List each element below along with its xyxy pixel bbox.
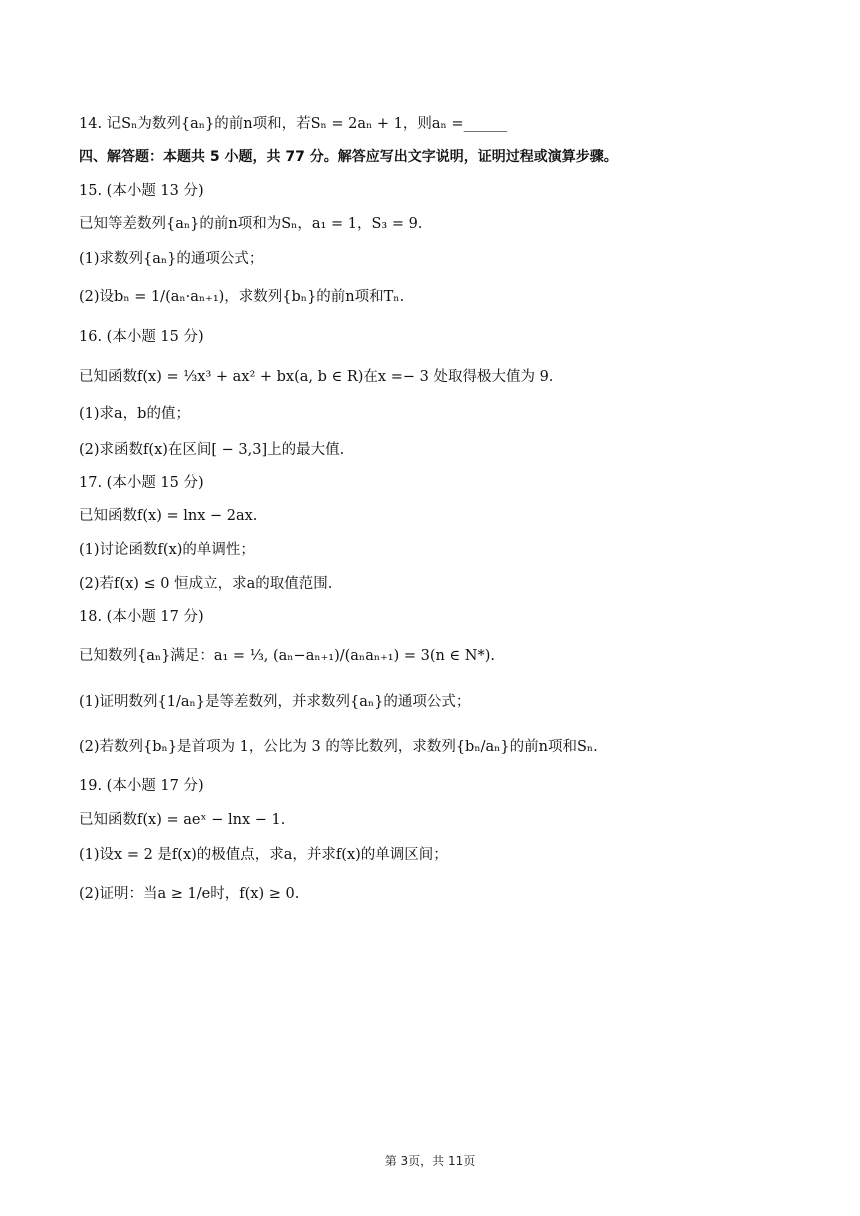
page-footer: 第 3页，共 11页 — [384, 1154, 476, 1168]
question-14: 14. 记Sₙ为数列{aₙ}的前n项和，若Sₙ = 2aₙ + 1，则aₙ =______ — [79, 116, 508, 132]
q16-part2: (2)求函数f(x)在区间[ − 3,3]上的最大值. — [79, 442, 345, 458]
section-4-heading: 四、解答题：本题共 5 小题，共 77 分。解答应写出文字说明，证明过程或演算步骤。 — [79, 149, 618, 165]
q15-header: 15. (本小题 13 分) — [79, 183, 204, 199]
q15-part1: (1)求数列{aₙ}的通项公式； — [79, 251, 264, 267]
q19-part1: (1)设x = 2 是f(x)的极值点，求a，并求f(x)的单调区间； — [79, 847, 448, 863]
q19-part2: (2)证明：当a ≥ 1/e时，f(x) ≥ 0. — [79, 886, 300, 902]
q17-stem: 已知函数f(x) = lnx − 2ax. — [79, 508, 258, 524]
q17-part2: (2)若f(x) ≤ 0 恒成立，求a的取值范围. — [79, 576, 333, 592]
q17-part1: (1)讨论函数f(x)的单调性； — [79, 542, 255, 558]
q18-part1: (1)证明数列{1/aₙ}是等差数列，并求数列{aₙ}的通项公式； — [79, 694, 471, 710]
q18-header: 18. (本小题 17 分) — [79, 609, 204, 625]
q18-part2: (2)若数列{bₙ}是首项为 1，公比为 3 的等比数列，求数列{bₙ/aₙ}的前n项和Sₙ. — [79, 739, 598, 755]
q16-header: 16. (本小题 15 分) — [79, 329, 204, 345]
q19-header: 19. (本小题 17 分) — [79, 778, 204, 794]
q16-stem: 已知函数f(x) = ⅓x³ + ax² + bx(a, b ∈ R)在x =− 3 处取得极大值为 9. — [79, 369, 554, 385]
q19-stem: 已知函数f(x) = aeˣ − lnx − 1. — [79, 812, 286, 828]
q15-stem: 已知等差数列{aₙ}的前n项和为Sₙ，a₁ = 1，S₃ = 9. — [79, 216, 423, 232]
q17-header: 17. (本小题 15 分) — [79, 475, 204, 491]
q15-part2: (2)设bₙ = 1/(aₙ·aₙ₊₁)，求数列{bₙ}的前n项和Tₙ. — [79, 289, 405, 305]
q18-stem: 已知数列{aₙ}满足：a₁ = ⅓, (aₙ−aₙ₊₁)/(aₙaₙ₊₁) = 3(n ∈ N*). — [79, 648, 495, 664]
q16-part1: (1)求a，b的值； — [79, 406, 190, 422]
